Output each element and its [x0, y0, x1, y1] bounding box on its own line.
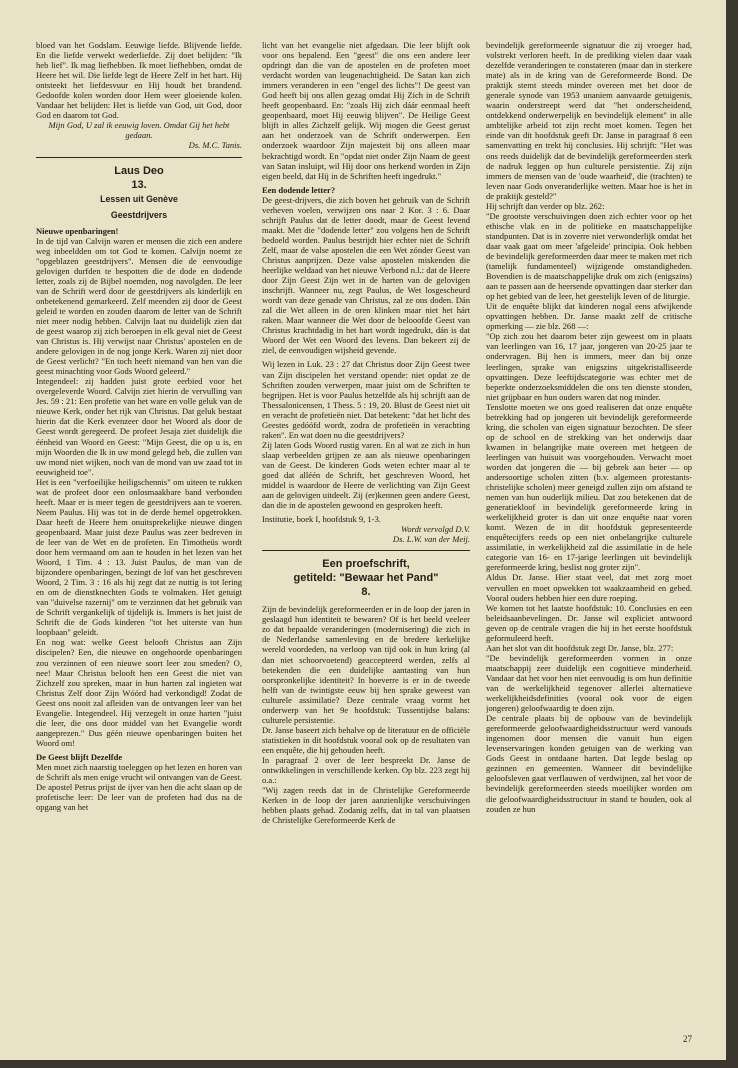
column-1 [36, 40, 242, 812]
paragraph: bloed van het Godslam. Eeuwige liefde. Blijvende liefde. En die liefde verwekt wederliefde. Zij doet belijden: "Ik heb lief". Ik mag liefhebben. Ik moet liefhebben, omdat de Heere het wil. Die liefde legt de Heere Zelf in het hart. Hij ontsteekt het liefdesvuur en Hij houdt het brandend. Gedoofde kolen worden door Hem weer gloeiende kolen. Vandaar het belijden: Het is liefde van God, uit God, door God en daarom tot God. [36, 40, 242, 121]
paragraph: "De grootste verschuivingen doen zich echter voor op het ethische vlak en in de politieke en maatschappelijke standpunten. Dat is in zoverre niet verwonderlijk omdat het daar vaak gaat om meer 'afgeleide' principia. Ook hebben de bevindelijk gereformeerden daar meer te maken met rich (tamelijk fundamenteel) wijzigende omstandigheden. Bovendien is de maatschappelijke druk om zich (enigszins) aan te passen aan de heersende opvattingen daar sterker dan op het gebied van de leer, het geestelijk leven of de liturgie. [486, 210, 692, 302]
paragraph: Aan het slot van dit hoofdstuk zegt Dr. Janse, blz. 277: [486, 642, 674, 653]
paragraph: licht van het evangelie niet afgedaan. Die leer blijft ook voor ons bepalend. Een "geest" die ons een andere leer opdringt dan die van de apostelen en de profeten moet verdacht worden van leugenachtigheid. De Satan kan zich immers veranderen in een "engel des lichts"! De geest van God heeft bij ons allen gezag omdat Hij Zich in de Schrift heeft geopenbaard. En: "zoals Hij zich dáár eenmaal heeft geopenbaard, moet Hij eeuwig blijven". De Heilige Geest blijft in alles Zichzelf gelijk. Wij mogen die Geest gerust aan het onderzoek van de Schrift onderwerpen. Een onderzoek waardoor Zijn majesteit bij ons alleen maar bekrachtigd wordt. En "opdat niet onder Zijn Naam de geest van Satan insluipt, wil Hij door ons herkend worden in Zijn eigen beeld, dat Hij in de Schriften heeft ingedrukt." [262, 40, 470, 181]
article-title: getiteld: "Bewaar het Pand" [293, 572, 439, 585]
paragraph: De centrale plaats bij de opbouw van de bevindelijk gereformeerde geloofwaardigheidsstructuur werd vanouds ingenomen door mensen die vanuit hun eigen levenservaringen konden getuigen van de werking van Gods Geest in ontdaane harten. Dat legde beslag op gezinnen en gemeenten. Wanneer dit bevindelijke geloofsleven gaat verflauwen of verdwijnen, zal het voor de bevindelijk gereformeerden steeds moeilijker worden om die geloofwaardigheidsstructuur in stand te houden, ook al zouden ze hun [486, 713, 692, 814]
article-subtitle: Geestdrijvers [110, 209, 168, 220]
paragraph: We komen tot het laatste hoofdstuk: 10. Conclusies en een beleidsaanbevelingen. Dr. Janse wil expliciet antwoord geven op de centrale vragen die hij in het eerste hoofdstuk geformuleerd heeft. [486, 602, 692, 643]
article-title: Laus Deo [114, 164, 164, 177]
paragraph: Het is een "verfoeilijke heiligschennis" om uiteen te rukken wat de profeet door een onlosmaakbare band verbonden heeft. Maar er is meer tegen de geestdrijvers aan te voeren. Neem Paulus. Hij was tot in de derde hemel opgetrokken. Daar heeft de Heere hem onuitsprekelijke nieuwe dingen geopenbaard. Maar juist deze Paulus was zeer bedreven in de leer van de Wet en de profeten. En Timotheüs wordt door hem vermaand om aan te houden in het lezen van het Woord, 1 Tim. 4 : 13. Juist Paulus, de man van de bijzondere openbaringen, bezingt de lof van het geschreven Woord, 2 Tim. 3 : 16 als hij zegt dat ze nuttig is tot lering en om de dienstknechten Gods te volmaken. Het getuigt van "duivelse razernij" om te verzinnen dat het gebruik van de Schrift vergankelijk of tijdelijk is. Immers is het juist de Schrift die de Gods kinderen "tot het uiterste van hun loopbaan" geleidt. [36, 476, 242, 638]
section-heading: De Geest blijft Dezelfde [36, 751, 123, 762]
paragraph: Hij schrijft dan verder op blz. 262: [486, 200, 605, 211]
page-number: 27 [683, 1034, 692, 1044]
column-2 [262, 40, 470, 825]
paragraph: "Wij zagen reeds dat in de Christelijke Gereformeerde Kerken in de loop der jaren aanzienlijke verschuivingen hebben plaats gehad. Zodanig zelfs, dat in tal van plaatsen de Christelijke Gereformeerde Kerk de [262, 785, 470, 826]
paragraph: bevindelijk gereformeerde signatuur die zij vroeger had, volstrekt verloren heeft. In de prediking vielen daar vaak dezelfde veranderingen te constateren (maar dan in sterkere mate) als in de kring van de Gereformeerde Bond. De praktijk stemt steeds minder overeen met het door de generale synode van 1953 unaniem aanvaarde getuigenis, waarin onderstreept werd dat "het onderscheidend, ontdekkend onderwerpelijk en bevindelijk element" in alle ambtelijke arbeid tot zijn recht moet komen. Tegen het einde van dit hoofdstuk geeft Dr. Janse in paragraaf 8 een samenvatting en trekt hij conclusies. Hij schrijft: "Het was ons reeds duidelijk dat de bevindelijk gereformeerden sterk de nadruk leggen op hun culturele persistentie. Zij zijn immers de mensen van de 'oude waarheid', die (trachten) te leven naar Gods onveranderlijke wetten. Maar hoe is het in de praktijk gesteld?" [486, 40, 692, 201]
paragraph: Dr. Janse baseert zich behalve op de literatuur en de officiële statistieken in dit hoofdstuk vooral ook op de resultaten van een enquête, die hij gehouden heeft. [262, 724, 470, 755]
paragraph: In de tijd van Calvijn waren er mensen die zich een andere weg inbeeldden om tot God te komen. Calvijn noemt ze "opgeblazen geestdrijvers". Mensen die de eenvoudige gelovigen durfden te bespotten die de dode en dodende letter, zoals zij de Bijbel noemden, nog navolgden. De leer van de Schrift werd door de geestdrijvers als kinderlijk en onbetekenend gemarkeerd. Zelf meenden zij door de Geest geleid te worden en zouden daarom de letter van de Schrift niet meer nodig hebben. Calvijn laat nu duidelijk zien dat de geest waarop zij zich beroepen in elk geval niet de Geest van Christus is. Hij verwijst naar Christus' apostelen en de andere gelovigen in de nog jonge Kerk. Waren zij niet door de Geest verlicht? "En toch heeft niemand van hen van die geest minachting voor Gods Woord geleerd." [36, 235, 242, 377]
article-subtitle: Lessen uit Genève [100, 193, 178, 204]
paragraph: "Op zich zou het daarom beter zijn geweest om in plaats van leerlingen van 16, 17 jaar, jongeren van 20-25 jaar te ondervragen. Bij hen is immers, meer dan bij onze leerlingen, sprake van enigszins uitgekristalliseerde opvattingen. Deze leeftijdscategorie was echter met de beperkte onderzoeksmiddelen die ons ten dienste stonden, niet grijpbaar en hun ouders waren dat nog minder. [486, 331, 692, 402]
signoff: Wordt vervolgd D.V. [400, 524, 470, 535]
paragraph: In paragraaf 2 over de leer bespreekt Dr. Janse de ontwikkelingen in verschillende kerken. Op blz. 223 zegt hij o.a.: [262, 755, 470, 786]
divider [262, 550, 470, 551]
paragraph: Uit de enquête blijkt dat kinderen nogal eens afwijkende opvattingen hebben. Dr. Janse maakt zelf de critische opmerking — zie blz. 268 —: [486, 301, 692, 332]
paragraph: Wij lezen in Luk. 23 : 27 dat Christus door Zijn Geest twee van Zijn discipelen het verstand opende: niet opdat ze de Schriften zouden verwerpen, maar juist om de Schriften te begrijpen. Het is voor Paulus hetzelfde als hij schrijft aan de Thessalonicensen, 1 Thess. 5 : 19, 20. Blust de Geest niet uit en veracht de profetieën niet. Dat betekent: "dat het licht des Geestes gedóófd wordt, zodra de profetieën in verachting raken". En wat doen nu die geestdrijvers? [262, 359, 470, 440]
paragraph: Zij laten Gods Woord rustig varen. En al wat ze zich in hun slaap verbeelden grijpen ze aan als nieuwe openbaringen van de Geest. De kinderen Gods weten echter maar al te goed dat alléén de Schrift, het geschreven Woord, het middel is waardoor de Heere de verlichting van Zijn Geest aan de gelovigen uitdeelt. Zij (er)kennen geen andere Geest, dan die in de apostelen gewoond en gesproken heeft. [262, 439, 470, 511]
paragraph: Tenslotte moeten we ons goed realiseren dat onze enquête betrekking had op jongeren uit bevindelijk gereformeerde kring, die scholen van eigen signatuur bezochten. De sfeer op de school en de strekking van het onderwijs daar kwamen in belangrijke mate overeen met hetgeen de leerlingen van huisuit was voorgehouden. Verwacht moet worden dat jongeren die — bij gebrek aan beter — op andersoortige scholen zitten (b.v. algemeen protestants-christelijke scholen) meer geneigd zullen zijn om afstand te nemen van hun ouderlijk milieu. Dat zou betekenen dat de generatiekloof in bevindelijk gereformeerde kring in werkelijkheid groter is dan uit onze enquête naar voren komt. Wezen de in dit hoofdstuk gepresenteerde enquêtecijfers reeds op een niet onbelangrijke culturele assimilatie, in werkelijkheid zal die assimilatie in de hele categorie van 16- en 17-jarige leerlingen uit bevindelijk gereformeerde kring, beslist nog groter zijn". [486, 401, 692, 573]
section-heading: Een dodende letter? [262, 184, 336, 195]
paragraph: Aldus Dr. Janse. Hier staat veel, dat met zorg moet vervullen en moet opwekken tot waakzaamheid en gebed. Vooral ouders hebben hier een dure roeping. [486, 572, 692, 603]
paragraph: De geest-drijvers, die zich boven het gebruik van de Schrift verheven voelen, verwijzen ons naar 2 Kor. 3 : 6. Daar schrijft Paulus dat de letter doodt, maar de Geest levend maakt. Met die "dodende letter" zou volgens hen de Schrift bedoeld worden. Paulus bestrijdt hier echter niet de Schrift Zelf, maar de valse apostelen die een Wet zónder Geest van Christus aanprijzen. Deze valse apostelen miskenden die heerlijke weldaad van het nieuwe Verbond n.l.: dat de Heere door Zijn Geest Zijn wet in de harten van de gelovigen inschrijft. Wanneer nu, zegt Paulus, de Wet losgescheurd wordt van deze genade van Christus, zal ze ons doden. Dán zal die Wet alleen in de oren klinken maar niet het hárt raken. Maar wanneer die Wet door de belooofde Geest van Christus krachtdadig in het hart wordt ingedrukt, dán is dat Woord der Wet een Woord des levens. Dan bekeert zij de ziel, de eenvoudigen wijsheid gevende. [262, 194, 470, 356]
author-signature: Ds. L.W. van der Meij. [392, 534, 470, 545]
paragraph: Zijn de bevindelijk gereformeerden er in de loop der jaren in geslaagd hun identiteit te bewaren? Of is het beeld veeleer zo dat bepaalde veranderingen (modernisering) die zich in de Nederlandse samenleving en de bredere kerkelijke wereld voordeden, na verloop van tijd ook in hun kring (al dan niet schoorvoetend) geaccepteerd werden, zelfs al betekenden die een duidelijke aantasting van hun oorspronkelijke identiteit? In hoeverre is er in de tweede helft van de twintigste eeuw bij hen sprake geweest van culturele assimilatie? Deze centrale vraag vormt het onderwerp van het 9e hoofdstuk: Tussentijdse balans: culturele persistentie. [262, 604, 470, 725]
paragraph: En nog wat: welke Geest belooft Christus aan Zijn discipelen? Een, die nieuwe en ongehoorde openbaringen zou verzinnen of een nieuwe soort leer zou smeden? O, nee! Maar Christus belooft hen een Geest die niet van Zichzelf zou spreken, maar in hun harten zal ingieten wat Christus Zelf door Zijn Wóórd had verkondigd! Zodat de Geest ons nooit zal afleiden van de ontvangen leer van het Evangelie. Integendeel. Hij verzegelt in onze harten "juist die leer, die ons door middel van het Evangelie wordt aangeprezen." Dus géén nieuwe openbaringen buiten het Woord om! [36, 637, 242, 748]
article-number: 8. [361, 586, 371, 599]
paragraph: Men moet zich naarstig toeleggen op het lezen en horen van de Schrift als men enige vrucht wil ontvangen van de Geest. De apostel Petrus prijst de ijver van hen die acht slaan op de profetische leer: De leer van de profeten had dus na de opgang van het [36, 762, 242, 813]
author-signature: Ds. M.C. Tanis. [188, 140, 242, 151]
divider [36, 157, 242, 158]
paragraph: Integendeel: zij hadden juist grote eerbied voor het overgeleverde Woord. Calvijn ziet hierin de vervulling van Jes. 59 : 21: Een profetie van het ware en volle geluk van de nieuwe Kerk, onder het rijk van Christus. Dat geluk bestaat hierin dat die Kerk evenzeer door het Woord als door de Geest wordt geregeerd. De profeet Jesaja ziet duidelijk die éénheid van Woord en Geest: "Mijn Geest, die op u is, en mijn Woorden die Ik in uw mond gelegd heb, die zullen van uw mond niet wijken, noch van de mond van uw zaad tot in eeuwigheid toe". [36, 376, 242, 477]
article-title: Een proefschrift, [322, 558, 410, 571]
section-heading: Nieuwe openbaringen! [36, 225, 119, 236]
article-number: 13. [131, 178, 147, 191]
column-3 [486, 40, 692, 814]
paragraph: "De bevindelijk gereformeerden vormen in onze maatschappij zeer duidelijk een cognitieve minderheid. Vandaar dat het voor hen niet eenvoudig is om hun definitie van de werkelijkheid tegenover allerlei alternatieve werkelijkheidsdefinities (vooral ook voor de eigen jongeren) geloofwaardig te doen zijn. [486, 652, 692, 714]
verse: Mijn God, U zal ik eeuwig loven. Omdat Gij het hebt gedaan. [48, 120, 230, 141]
source-reference: Institutie, boek I, hoofdstuk 9, 1-3. [262, 514, 381, 525]
